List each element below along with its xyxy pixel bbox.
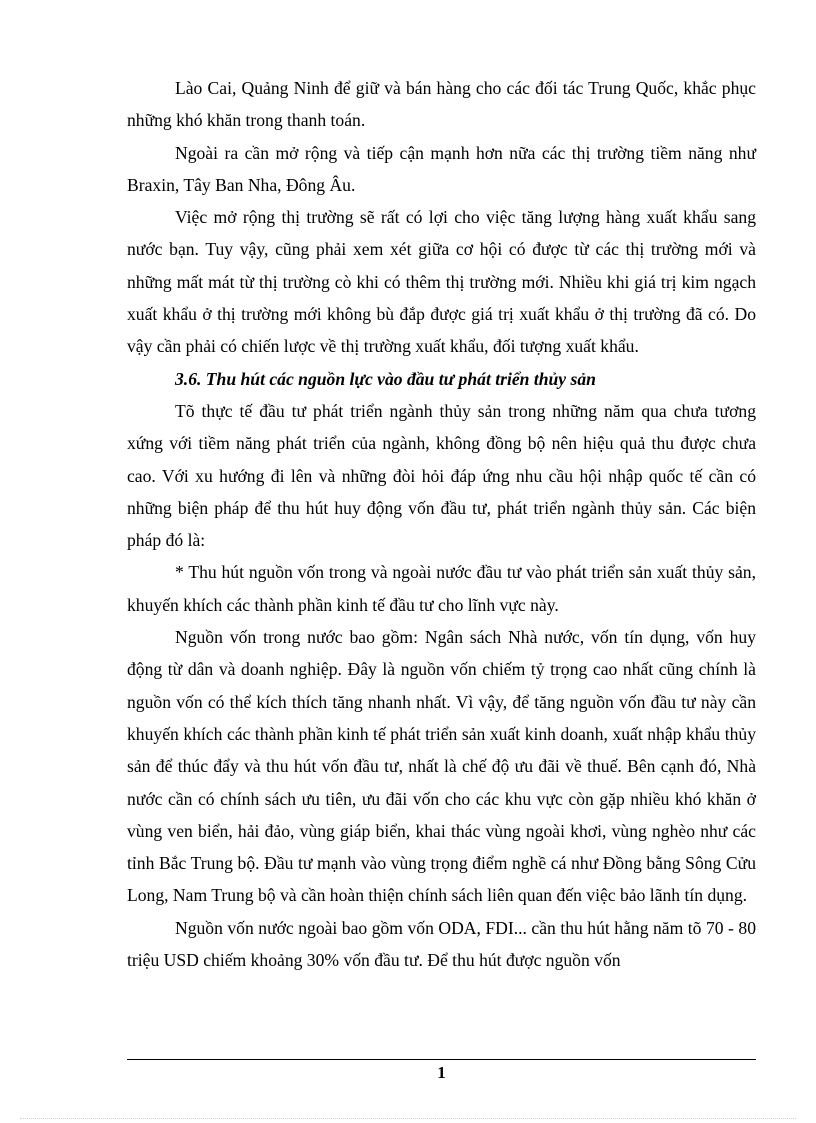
page-body: [127, 72, 756, 976]
section-heading: 3.6. Thu hút các nguồn lực vào đầu tư phát triển thủy sản: [175, 368, 596, 389]
page-number: 1: [437, 1063, 446, 1082]
paragraph: Tõ thực tế đầu tư phát triển ngành thủy sản trong những năm qua chưa tương xứng với tiềm năng phát triển của ngành, không đồng bộ nên hiệu quả thu được chưa cao. Với xu hướng đi lên và những đòi hỏi đáp ứng nhu cầu hội nhập quốc tế cần có những biện pháp để thu hút huy động vốn đầu tư, phát triển ngành thủy sản. Các biện pháp đó là:: [127, 400, 756, 551]
paragraph: Lào Cai, Quảng Ninh để giữ và bán hàng cho các đối tác Trung Quốc, khắc phục những khó khăn trong thanh toán.: [127, 78, 756, 131]
paragraph: Nguồn vốn trong nước bao gồm: Ngân sách Nhà nước, vốn tín dụng, vốn huy động từ dân và doanh nghiệp. Đây là nguồn vốn chiếm tỷ trọng cao nhất cũng chính là nguồn vốn có thể kích thích tăng nhanh nhất. Vì vậy, để tăng nguồn vốn đầu tư này cần khuyến khích các thành phần kinh tế phát triển sản xuất kinh doanh, xuất nhập khẩu thủy sản để thúc đẩy và thu hút vốn đầu tư, nhất là chế độ ưu đãi về thuế. Bên cạnh đó, Nhà nước cần có chính sách ưu tiên, ưu đãi vốn cho các khu vực còn gặp nhiều khó khăn ở vùng ven biển, hải đảo, vùng giáp biển, khai thác vùng ngoài khơi, vùng nghèo như các tỉnh Bắc Trung bộ. Đầu tư mạnh vào vùng trọng điểm nghề cá như Đồng bằng Sông Cửu Long, Nam Trung bộ và cần hoàn thiện chính sách liên quan đến việc bảo lãnh tín dụng.: [127, 627, 756, 906]
paragraph: Ngoài ra cần mở rộng và tiếp cận mạnh hơn nữa các thị trường tiềm năng như Braxin, Tây Ban Nha, Đông Âu.: [127, 142, 756, 195]
paragraph: * Thu hút nguồn vốn trong và ngoài nước đầu tư vào phát triển sản xuất thủy sản, khuyến khích các thành phần kinh tế đầu tư cho lĩnh vực này.: [127, 562, 756, 615]
page-edge-divider: [20, 1118, 796, 1119]
paragraph: Nguồn vốn nước ngoài bao gồm vốn ODA, FDI... cần thu hút hằng năm tõ 70 - 80 triệu USD chiếm khoảng 30% vốn đầu tư. Để thu hút được nguồn vốn: [127, 917, 756, 971]
footer-rule: [127, 1059, 756, 1060]
paragraph: Việc mở rộng thị trường sẽ rất có lợi cho việc tăng lượng hàng xuất khẩu sang nước bạn. Tuy vậy, cũng phải xem xét giữa cơ hội có được từ các thị trường mới và những mất mát từ thị trường cò khi có thêm thị trường mới. Nhiều khi giá trị kim ngạch xuất khẩu ở thị trường mới không bù đắp được giá trị xuất khẩu ở thị trường đã có. Do vậy cần phải có chiến lược về thị trường xuất khẩu, đối tượng xuất khẩu.: [127, 207, 756, 357]
